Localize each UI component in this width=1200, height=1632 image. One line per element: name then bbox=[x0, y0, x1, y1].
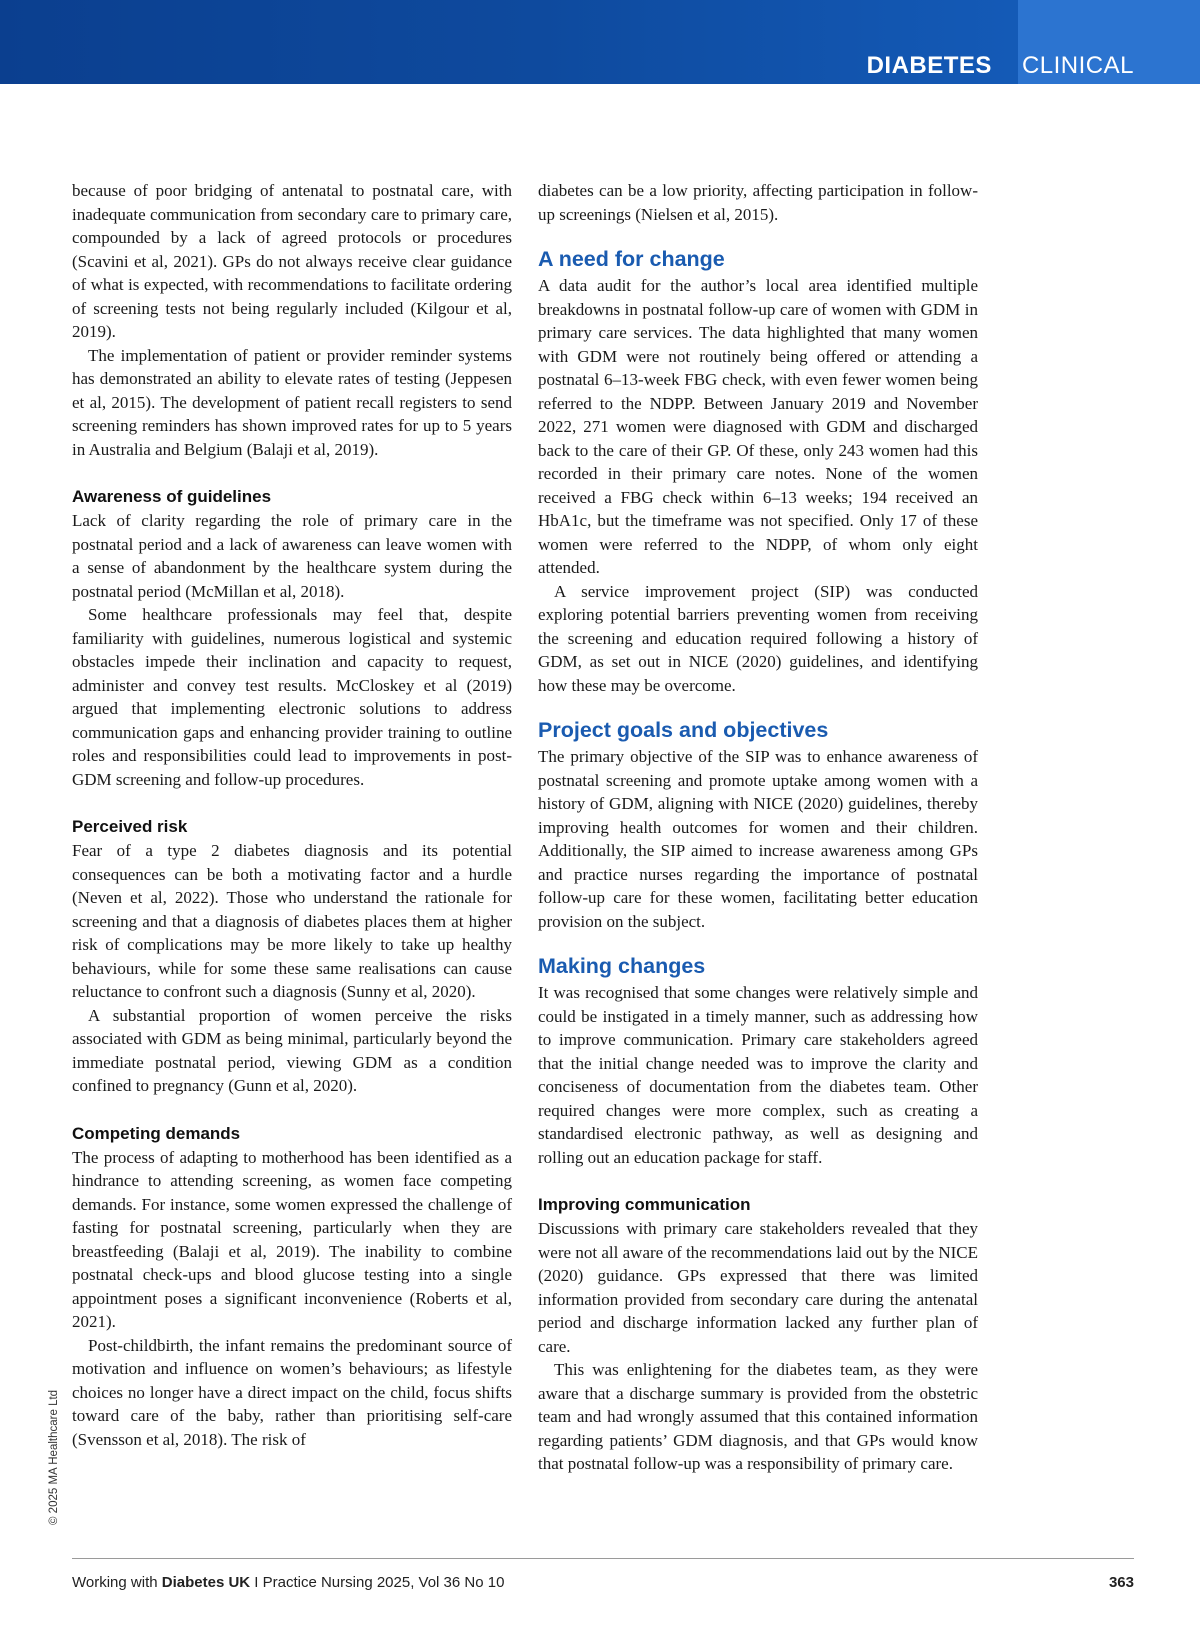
subheading-improving-communication: Improving communication bbox=[538, 1195, 751, 1214]
section-heading-project-goals: Project goals and objectives bbox=[538, 718, 829, 742]
subheading-competing-demands: Competing demands bbox=[72, 1123, 241, 1143]
page-number: 363 bbox=[1108, 1574, 1134, 1591]
body-paragraph: Some healthcare professionals may feel that, despite familiarity with guidelines, numerous logistical and systemic obstacles impede their inclination and capacity to request, administer and convey test results. McCloskey et al (2019) argued that implementing electronic solutions to address communication gaps and enhancing provider training to outline roles and responsibilities could lead to improvements in post-GDM screening and follow-up procedures. bbox=[72, 605, 512, 789]
footer-prefix: Working with bbox=[72, 1574, 162, 1591]
right-column bbox=[538, 179, 978, 1476]
body-paragraph: The primary objective of the SIP was to enhance awareness of postnatal screening and promote uptake among women with a history of GDM, aligning with NICE (2020) guidelines, thereby improving health outcomes for women and their children. Additionally, the SIP aimed to increase awareness among GPs and practice nurses regarding the importance of postnatal follow-up care for these women, facilitating better education provision on the subject. bbox=[538, 747, 978, 931]
body-paragraph: diabetes can be a low priority, affecting participation in follow-up screenings (Nielsen et al, 2015). bbox=[538, 181, 978, 224]
subheading-perceived-risk: Perceived risk bbox=[72, 817, 188, 836]
body-paragraph: This was enlightening for the diabetes team, as they were aware that a discharge summary is provided from the obstetric team and had wrongly assumed that this contained information regarding patients’ GDM diagnosis, and that GPs would know that postnatal follow-up was a responsibility of primary care. bbox=[538, 1360, 978, 1473]
body-paragraph: Discussions with primary care stakeholders revealed that they were not all aware of the recommendations laid out by the NICE (2020) guidance. GPs expressed that there was limited information provided from secondary care during the antenatal period and discharge information lacked any further plan of care. bbox=[538, 1219, 978, 1356]
header-section-label bbox=[867, 52, 1134, 80]
header-category: CLINICAL bbox=[1021, 52, 1134, 79]
header-section: DIABETES bbox=[866, 52, 992, 79]
footer-citation: I Practice Nursing 2025, Vol 36 No 10 bbox=[250, 1574, 505, 1591]
body-paragraph: Lack of clarity regarding the role of primary care in the postnatal period and a lack of awareness can leave women with a sense of abandonment by the healthcare system during the postnatal period (McMillan et al, 2018). bbox=[72, 511, 512, 601]
body-paragraph: A service improvement project (SIP) was conducted exploring potential barriers preventing women from receiving the screening and education required following a history of GDM, as set out in NICE (2020) guidelines, and identifying how these may be overcome. bbox=[538, 581, 978, 695]
page-header-banner bbox=[0, 0, 1200, 84]
section-heading-need-for-change: A need for change bbox=[538, 247, 725, 271]
body-paragraph: Post-childbirth, the infant remains the predominant source of motivation and influence on women’s behaviours; as lifestyle choices no longer have a direct impact on the child, focus shifts toward care of the baby, rather than prioritising self-care (Svensson et al, 2018). The risk of bbox=[72, 1335, 512, 1449]
body-paragraph: because of poor bridging of antenatal to postnatal care, with inadequate communication from secondary care to primary care, compounded by a lack of agreed protocols or procedures (Scavini et al, 2021). GPs do not always receive clear guidance of what is expected, with recommendations to facilitate ordering of screening tests not being regularly included (Kilgour et al, 2019). bbox=[72, 181, 512, 341]
page-footer bbox=[72, 1574, 1134, 1591]
body-paragraph: Fear of a type 2 diabetes diagnosis and its potential consequences can be both a motivating factor and a hurdle (Neven et al, 2022). Those who understand the rationale for screening and that a diagnosis of diabetes places them at higher risk of complications may be more likely to take up healthy behaviours, while for some these same realisations can cause reluctance to confront such a diagnosis (Sunny et al, 2020). bbox=[72, 841, 512, 1001]
body-paragraph: A data audit for the author’s local area identified multiple breakdowns in postnatal follow-up care of women with GDM in primary care services. The data highlighted that many women with GDM were not routinely being offered or attending a postnatal 6–13-week FBG check, with even fewer women being referred to the NDPP. Between January 2019 and November 2022, 271 women were diagnosed with GDM and discharged back to the care of their GP. Of these, only 243 women had this recorded in their primary care notes. None of the women received a FBG check within 6–13 weeks; 194 received an HbA1c, but the timeframe was not specified. Only 17 of these women were referred to the NDPP, of whom only eight attended. bbox=[538, 276, 978, 577]
body-paragraph: The implementation of patient or provider reminder systems has demonstrated an ability to elevate rates of testing (Jeppesen et al, 2015). The development of patient recall registers to send screening reminders has shown improved rates for up to 5 years in Australia and Belgium (Balaji et al, 2019). bbox=[72, 345, 512, 459]
subheading-awareness: Awareness of guidelines bbox=[72, 487, 272, 506]
copyright-note: © 2025 MA Healthcare Ltd bbox=[48, 1389, 60, 1525]
footer-divider bbox=[72, 1558, 1134, 1559]
left-column bbox=[72, 179, 512, 1451]
footer-brand: Diabetes UK bbox=[161, 1574, 251, 1591]
body-paragraph: It was recognised that some changes were relatively simple and could be instigated in a timely manner, such as addressing how to improve communication. Primary care stakeholders agreed that the initial change needed was to improve the clarity and conciseness of documentation from the diabetes team. Other required changes were more complex, such as creating a standardised electronic pathway, as well as designing and rolling out an education package for staff. bbox=[538, 983, 978, 1167]
section-heading-making-changes: Making changes bbox=[538, 954, 706, 978]
body-paragraph: A substantial proportion of women perceive the risks associated with GDM as being minimal, particularly beyond the immediate postnatal period, viewing GDM as a condition confined to pregnancy (Gunn et al, 2020). bbox=[72, 1005, 512, 1095]
body-paragraph: The process of adapting to motherhood has been identified as a hindrance to attending screening, as women face competing demands. For instance, some women expressed the challenge of fasting for postnatal screening, particularly when they are breastfeeding (Balaji et al, 2019). The inability to combine postnatal check-ups and blood glucose testing into a single appointment poses a significant inconvenience (Roberts et al, 2021). bbox=[72, 1147, 512, 1331]
